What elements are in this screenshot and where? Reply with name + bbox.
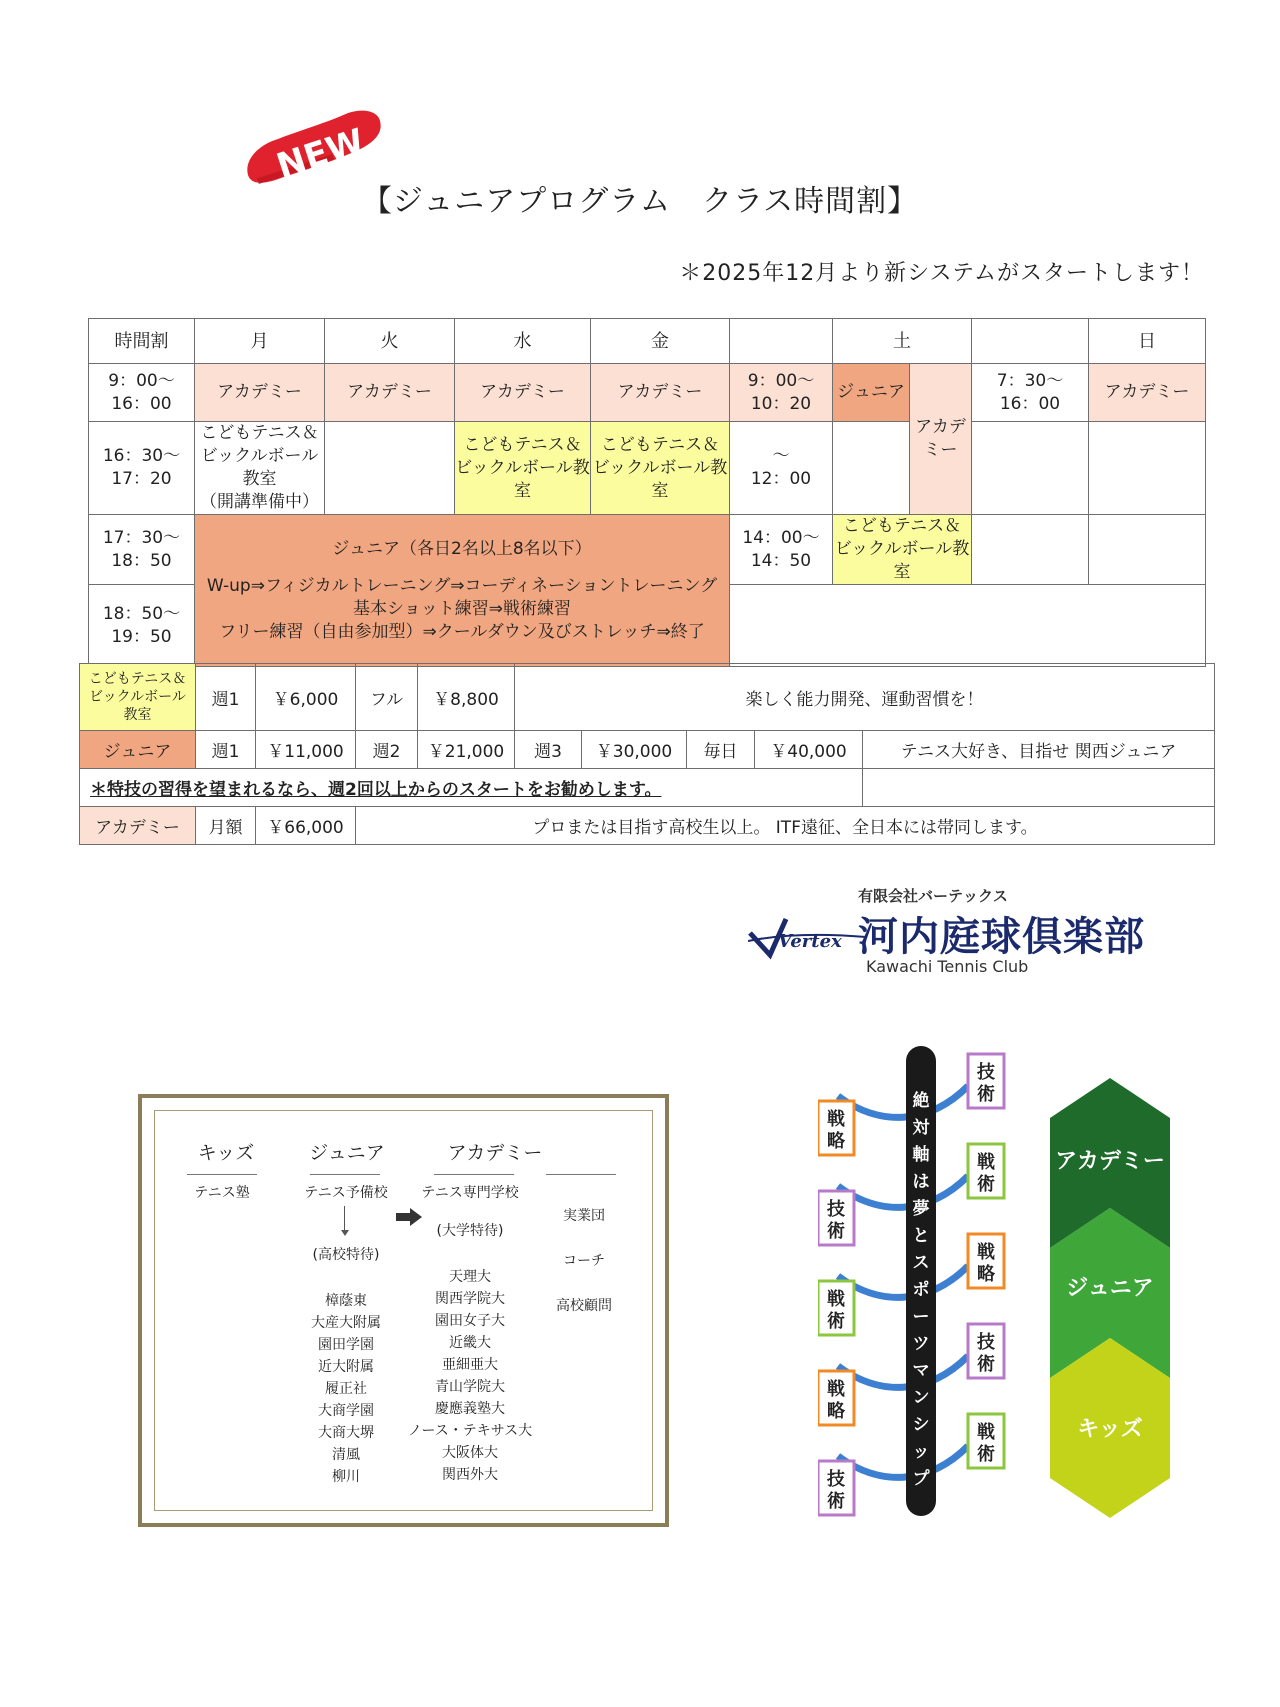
sat-time-14: 14：00～ 14：50: [730, 515, 833, 585]
svg-text:術: 術: [977, 1084, 995, 1105]
academy-school-item: 天理大: [449, 1269, 491, 1285]
svg-text:術: 術: [827, 1491, 845, 1512]
axis-char: マ: [912, 1361, 930, 1381]
recommendation-note: ＊特技の習得を望まれるなら、週2回以上からのスタートをお勧めします。: [80, 769, 863, 807]
path-academy-rule: [434, 1174, 514, 1175]
junior-school-item: 大産大附属: [311, 1315, 381, 1331]
axis-char: ッ: [912, 1442, 930, 1462]
spiral-right-label: [968, 1414, 1004, 1468]
career-item: コーチ: [563, 1253, 605, 1269]
row-4-empty: [730, 585, 1206, 667]
logo-company-name: 有限会社バーテックス: [858, 887, 1008, 905]
svg-text:略: 略: [827, 1401, 845, 1422]
junior-school-item: 園田学園: [318, 1337, 374, 1353]
junior-week2-price: ￥21,000: [418, 731, 515, 769]
academy-school-item: 青山学院大: [435, 1379, 505, 1395]
junior-school-item: 近大附属: [318, 1359, 374, 1375]
header-mon: 月: [195, 319, 325, 364]
academy-frequency: 月額: [196, 807, 256, 845]
schedule-row-3: [89, 515, 1206, 585]
academy-school-item: ノース・テキサス大: [407, 1423, 533, 1439]
svg-text:戦: 戦: [977, 1422, 995, 1443]
svg-text:戦: 戦: [977, 1152, 995, 1173]
page-title: 【ジュニアプログラム クラス時間割】: [361, 184, 919, 219]
sun-empty-1: [1089, 422, 1206, 515]
axis-char: は: [912, 1172, 930, 1192]
sat-academy: アカデ ミー: [910, 364, 972, 515]
svg-text:戦: 戦: [977, 1242, 995, 1263]
pricing-row-kids: [80, 664, 1215, 731]
pricing-row-junior: [80, 731, 1215, 769]
kids-label: こどもテニス＆ ビックルボール 教室: [80, 664, 196, 731]
svg-text:術: 術: [827, 1221, 845, 1242]
spiral-right-label: [968, 1234, 1004, 1288]
header-sun: 日: [1089, 319, 1206, 364]
path-junior-special: (高校特待): [312, 1247, 380, 1263]
kids-full: フル: [356, 664, 418, 731]
path-kids-rule: [187, 1174, 257, 1175]
svg-text:術: 術: [977, 1444, 995, 1465]
svg-text:戦: 戦: [827, 1289, 845, 1310]
junior-school-item: 樟蔭東: [325, 1293, 367, 1309]
path-junior-arrow-line: [344, 1206, 345, 1232]
path-career-list: [514, 1194, 654, 1329]
axis-char: ツ: [912, 1334, 930, 1354]
sun-empty-2: [1089, 515, 1206, 585]
new-badge-text: NEW: [271, 121, 370, 187]
axis-char: 対: [912, 1118, 930, 1138]
path-junior-item: テニス予備校: [304, 1185, 388, 1201]
academy-school-item: 大阪体大: [442, 1445, 498, 1461]
junior-week1-price: ￥11,000: [256, 731, 356, 769]
header-sat: 土: [833, 319, 972, 364]
path-career-rule: [546, 1174, 616, 1175]
junior-description: テニス大好き、目指せ 関西ジュニア: [863, 731, 1215, 769]
kids-full-price: ￥8,800: [418, 664, 515, 731]
svg-text:技: 技: [977, 1062, 995, 1083]
path-academy-special: (大学特待): [436, 1223, 504, 1239]
sun-academy: アカデミー: [1089, 364, 1206, 422]
mon-kids-prep: こどもテニス＆ ビックルボール教室 （開講準備中）: [195, 422, 325, 515]
header-blank-2: [972, 319, 1089, 364]
academy-price: ￥66,000: [256, 807, 356, 845]
svg-text:技: 技: [827, 1469, 845, 1490]
junior-label: ジュニア: [80, 731, 196, 769]
junior-school-item: 履正社: [325, 1381, 367, 1397]
tue-academy: アカデミー: [325, 364, 455, 422]
time-16-17: 16：30～ 17：20: [89, 422, 195, 515]
sat-empty-2: [972, 422, 1089, 515]
pricing-row-note: [80, 769, 1215, 807]
axis-char: シ: [912, 1415, 930, 1435]
svg-text:術: 術: [827, 1311, 845, 1332]
axis-char: ン: [912, 1388, 930, 1408]
spiral-left-label: [818, 1281, 854, 1335]
wed-academy: アカデミー: [455, 364, 591, 422]
academy-school-item: 慶應義塾大: [435, 1401, 505, 1417]
junior-program-heading: ジュニア（各日2名以上8名以下）: [332, 538, 592, 559]
sat-empty-3: [972, 515, 1089, 585]
path-junior-arrow-head: [341, 1230, 349, 1236]
axis-char: 絶: [912, 1091, 930, 1111]
career-path-frame: [138, 1094, 669, 1527]
spiral-right-label: [968, 1324, 1004, 1378]
time-9-16: 9：00～ 16：00: [89, 364, 195, 422]
spiral-right-label: [968, 1054, 1004, 1108]
path-kids-item: テニス塾: [194, 1185, 250, 1201]
academy-school-item: 園田女子大: [435, 1313, 505, 1329]
header-fri: 金: [591, 319, 730, 364]
junior-week3-price: ￥30,000: [582, 731, 687, 769]
vertex-logo-mark: [748, 911, 868, 961]
header-blank-1: [730, 319, 833, 364]
fri-kids: こどもテニス＆ ビックルボール教室: [591, 422, 730, 515]
logo-subtitle: Kawachi Tennis Club: [866, 957, 1029, 976]
spiral-left-label: [818, 1371, 854, 1425]
axis-char: ス: [912, 1253, 930, 1273]
svg-text:戦: 戦: [827, 1379, 845, 1400]
path-junior-schools: [276, 1290, 416, 1488]
path-junior-heading: ジュニア: [309, 1142, 385, 1164]
junior-week1: 週1: [196, 731, 256, 769]
career-item: 実業団: [563, 1208, 605, 1224]
schedule-row-2: [89, 422, 1206, 515]
sat-junior: ジュニア: [833, 364, 910, 422]
level-academy: アカデミー: [1055, 1149, 1165, 1174]
path-academy-item: テニス専門学校: [421, 1185, 519, 1201]
spiral-diagram: [818, 1046, 1018, 1526]
sat-time-7-16: 7：30～ 16：00: [972, 364, 1089, 422]
fri-academy: アカデミー: [591, 364, 730, 422]
academy-school-item: 亜細亜大: [442, 1357, 498, 1373]
schedule-header-row: [89, 319, 1206, 364]
junior-school-item: 柳川: [332, 1469, 360, 1485]
logo-mark-text: Vertex: [778, 931, 842, 952]
sat-time-9-10: 9：00～ 10：20: [730, 364, 833, 422]
kids-price: ￥6,000: [256, 664, 356, 731]
svg-text:戦: 戦: [827, 1109, 845, 1130]
career-item: 高校顧問: [556, 1298, 612, 1314]
junior-program-line-3: フリー練習（自由参加型）⇒クールダウン及びストレッチ⇒終了: [219, 621, 705, 642]
axis-char: 軸: [912, 1145, 930, 1165]
schedule-row-1: [89, 364, 1206, 422]
junior-week2: 週2: [356, 731, 418, 769]
academy-school-item: 近畿大: [449, 1335, 491, 1351]
junior-program-cell: [195, 515, 730, 667]
spiral-left-label: [818, 1191, 854, 1245]
junior-school-item: 大商大堺: [318, 1425, 374, 1441]
junior-daily-price: ￥40,000: [755, 731, 863, 769]
svg-text:略: 略: [977, 1264, 995, 1285]
new-system-notice: ＊2025年12月より新システムがスタートします！: [679, 261, 1204, 286]
sat-empty-1: [833, 422, 910, 515]
header-time: 時間割: [89, 319, 195, 364]
sat-time-12: ～ 12：00: [730, 422, 833, 515]
path-academy-heading: アカデミー: [447, 1142, 543, 1164]
note-empty: [863, 769, 1215, 807]
junior-program-line-2: 基本ショット練習⇒戦術練習: [353, 598, 571, 619]
header-wed: 水: [455, 319, 591, 364]
pricing-row-academy: [80, 807, 1215, 845]
axis-char: ポ: [912, 1280, 930, 1300]
level-junior: ジュニア: [1066, 1276, 1154, 1301]
path-kids-heading: キッズ: [197, 1142, 255, 1164]
pricing-table: [79, 663, 1215, 845]
axis-char: プ: [912, 1469, 930, 1489]
mon-academy: アカデミー: [195, 364, 325, 422]
kids-frequency: 週1: [196, 664, 256, 731]
academy-school-item: 関西外大: [442, 1467, 498, 1483]
svg-text:術: 術: [977, 1354, 995, 1375]
path-junior-rule: [310, 1174, 380, 1175]
axis-text: [912, 1090, 931, 1489]
spiral-left-label: [818, 1101, 854, 1155]
level-chevrons: [1050, 1078, 1170, 1518]
junior-school-item: 清風: [332, 1447, 360, 1463]
junior-school-item: 大商学園: [318, 1403, 374, 1419]
axis-char: ー: [912, 1307, 930, 1327]
junior-program-line-1: W-up⇒フィジカルトレーニング⇒コーディネーショントレーニング: [206, 575, 718, 596]
academy-description: プロまたは目指す高校生以上。 ITF遠征、全日本には帯同します。: [356, 807, 1215, 845]
level-kids: キッズ: [1077, 1417, 1143, 1442]
wed-kids: こどもテニス＆ ビックルボール教室: [455, 422, 591, 515]
header-tue: 火: [325, 319, 455, 364]
academy-school-item: 関西学院大: [435, 1291, 505, 1307]
time-17-18: 17：30～ 18：50: [89, 515, 195, 585]
time-18-19: 18：50～ 19：50: [89, 585, 195, 667]
sat-kids: こどもテニス＆ ビックルボール教室: [833, 515, 972, 585]
svg-text:技: 技: [977, 1332, 995, 1353]
svg-text:術: 術: [977, 1174, 995, 1195]
svg-text:略: 略: [827, 1131, 845, 1152]
tue-empty: [325, 422, 455, 515]
spiral-left-label: [818, 1461, 854, 1515]
class-schedule-table: [88, 318, 1206, 667]
junior-week3: 週3: [515, 731, 582, 769]
axis-char: 夢: [912, 1199, 930, 1219]
spiral-curves: [838, 1086, 968, 1477]
spiral-right-label: [968, 1144, 1004, 1198]
svg-text:技: 技: [827, 1199, 845, 1220]
axis-char: と: [912, 1226, 930, 1246]
academy-label: アカデミー: [80, 807, 196, 845]
kids-description: 楽しく能力開発、運動習慣を！: [515, 664, 1215, 731]
junior-daily: 毎日: [687, 731, 755, 769]
logo-club-name: 河内庭球倶楽部: [858, 914, 1145, 960]
club-logo: [748, 885, 1148, 985]
